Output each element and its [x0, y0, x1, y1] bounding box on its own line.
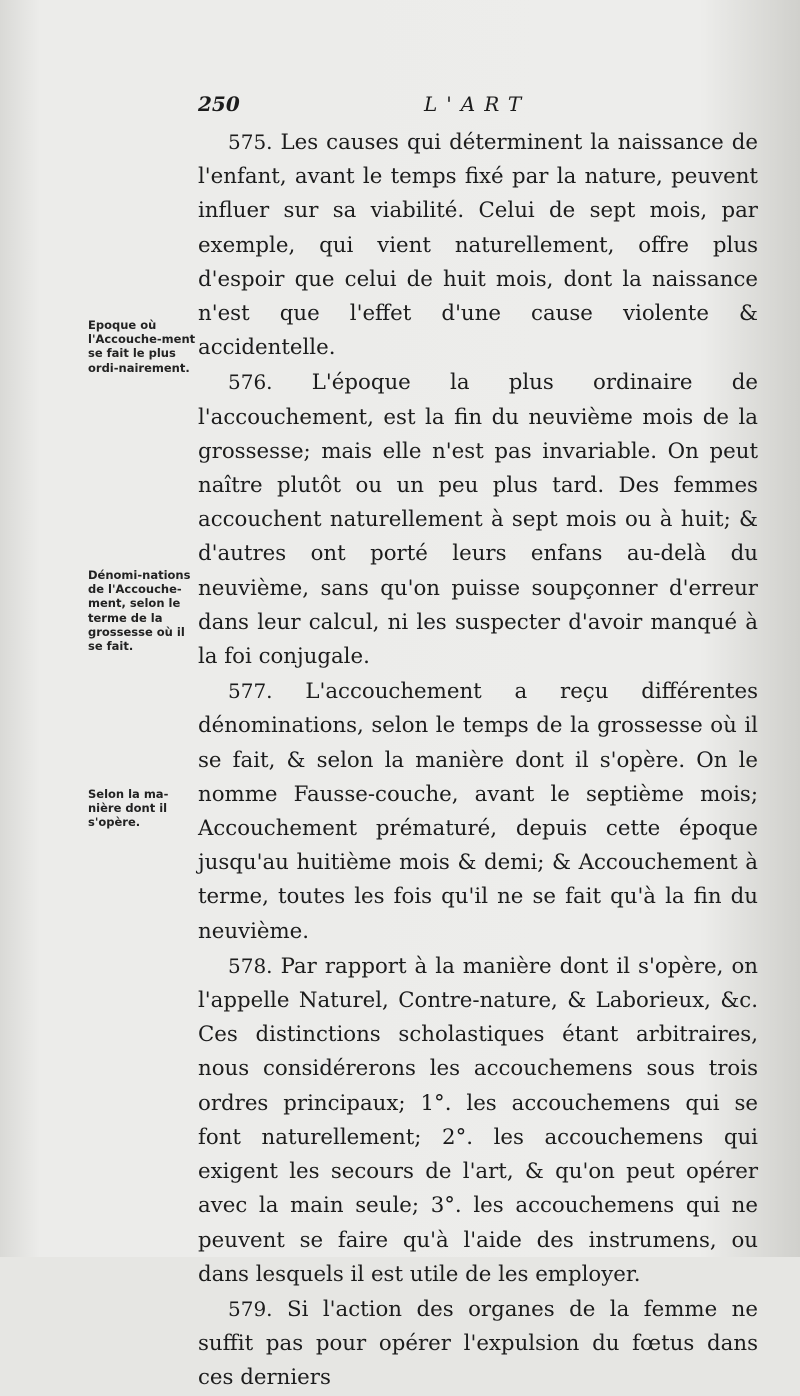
paragraph-575 [198, 125, 758, 365]
page-number: 250 [198, 92, 240, 116]
paragraph-text: L'accouchement a reçu différentes dénominations, selon le temps de la grossesse où il se fait, & selon la manière dont il s'opère. On le nomme Fausse-couche, avant le septième mois; Accouchement prématuré, depuis cette époque jusqu'au huitième mois & demi; & Accouchement à terme, toutes les fois qu'il ne se fait qu'à la fin du neuvième. [198, 679, 758, 944]
paragraph-number: 577. [228, 679, 273, 704]
paragraph-text: Les causes qui déterminent la naissance de l'enfant, avant le temps fixé par la nature, peuvent influer sur sa viabilité. Celui de sept mois, par exemple, qui vient naturellement, offre plus d'espoir que celui de huit mois, dont la naissance n'est que l'effet d'une cause violente & accidentelle. [198, 130, 758, 361]
margin-note-epoque: Epoque où l'Accouche-ment se fait le plus ordi-nairement. [88, 318, 196, 375]
paragraph-number: 576. [228, 370, 273, 395]
page-header [198, 92, 758, 120]
body-text [198, 125, 758, 1396]
paragraph-text: L'époque la plus ordinaire de l'accouchement, est la fin du neuvième mois de la grossesse; mais elle n'est pas invariable. On peut naître plutôt ou un peu plus tard. Des femmes accouchent naturellement à sept mois ou à huit; & d'autres ont porté leurs enfans au-delà du neuvième, sans qu'on puisse soupçonner d'erreur dans leur calcul, ni les suspecter d'avoir manqué à la foi conjugale. [198, 370, 758, 670]
paragraph-text: Par rapport à la manière dont il s'opère, on l'appelle Naturel, Contre-nature, & Laborieux, &c. Ces distinctions scholastiques étant arbitraires, nous considérerons les accouchemens sous trois ordres principaux; 1°. les accouchemens qui se font naturellement; 2°. les accouchemens qui exigent les secours de l'art, & qu'on peut opérer avec la main seule; 3°. les accouchemens qui ne peuvent se faire qu'à l'aide des instrumens, ou dans lesquels il est utile de les employer. [198, 953, 758, 1287]
paragraph-577 [198, 674, 758, 949]
paragraph-number: 579. [228, 1296, 273, 1321]
margin-note-denominations: Dénomi-nations de l'Accouche-ment, selon le terme de la grossesse où il se fait. [88, 568, 191, 654]
paragraph-576 [198, 365, 758, 674]
running-title: L'ART [424, 92, 531, 116]
paragraph-number: 578. [228, 953, 273, 978]
paragraph-number: 575. [228, 130, 273, 154]
margin-note-maniere: Selon la ma-nière dont il s'opère. [88, 787, 169, 830]
paragraph-text: Si l'action des organes de la femme ne suffit pas pour opérer l'expulsion du fœtus dans ces derniers [198, 1296, 758, 1391]
paragraph-578 [198, 949, 758, 1292]
paragraph-579 [198, 1292, 758, 1396]
